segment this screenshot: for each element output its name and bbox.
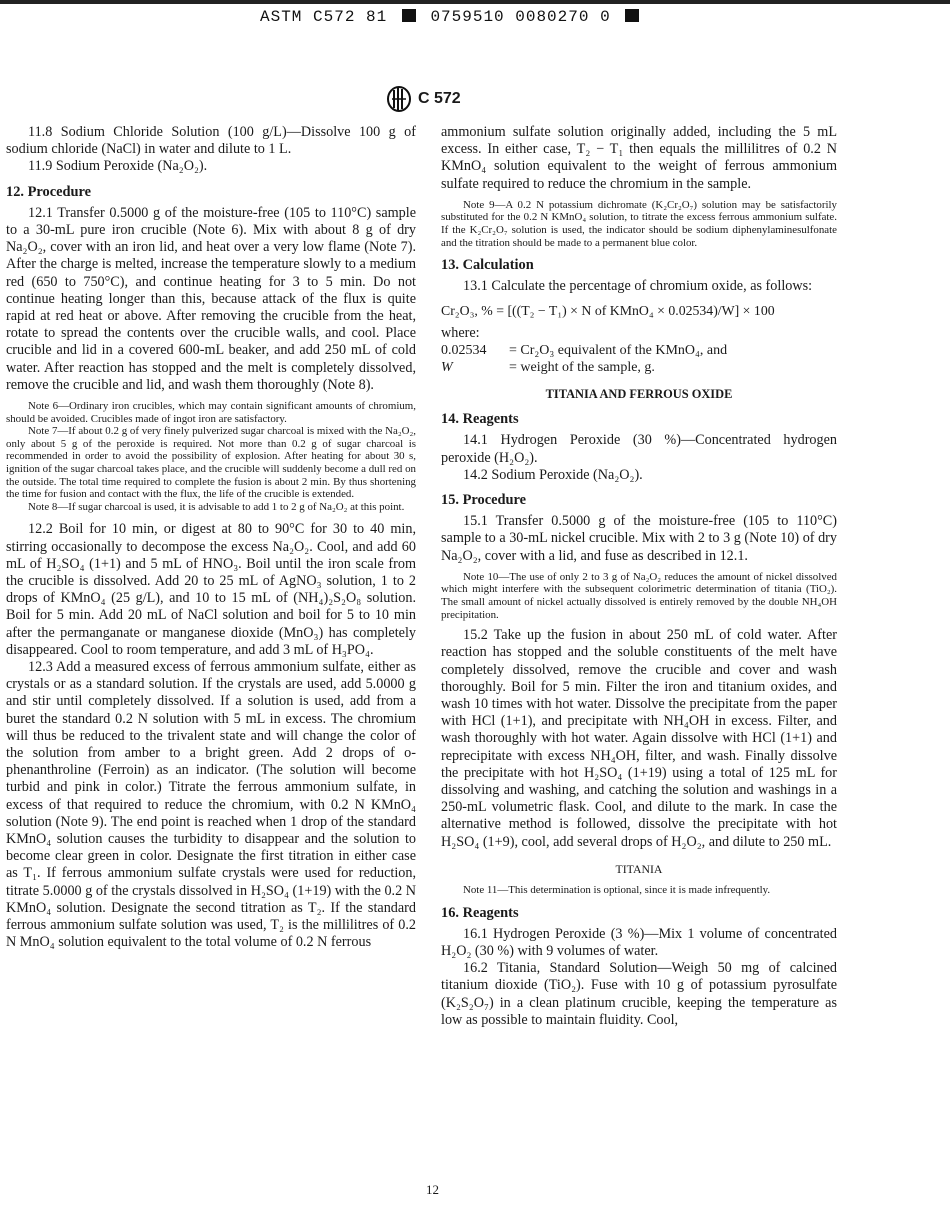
note-10: Note 10—The use of only 2 to 3 g of Na₂O₂ reduces the amount of nickel dissolved which might interfere with the subsequent colorimetric determination of titania (TiO₂). The small amount of nickel actually dissolved is entirely removed by the double NH₄OH precipitation. [441, 570, 837, 621]
heading-12: 12. Procedure [6, 183, 91, 200]
para-12-3: 12.3 Add a measured excess of ferrous ammonium sulfate, either as crystals or as a standard solution. If the crystals are used, add 5.0000 g and stir until completely dissolved. If a solution is used, add from a buret the standard 0.2 N solution with 5 mL in excess. The chromium will thus be reduced to the trivalent state and will change the color of the solution from amber to a bright green. Add 2 drops of o-phenanthroline (Ferroin) as an indicator. (The solution will become turbid and pink in color.) Titrate the ferrous ammonium sulfate, in excess of that required to reduce the chromium, with 0.2 N KMnO₄ solution (Note 9). The end point is reached when 1 drop of the standard KMnO₄ solution causes the turbidity to disappear and the solution to become clear green in color. Designate the first titration in either case as T₁. If ferrous ammonium sulfate crystals were used for reduction, titrate 5.0000 g of the crystals dissolved in H₂SO₄ (1+19) with the 0.2 N KMnO₄ solution. Designate the second titration as T₂. If the standard ferrous ammonium sulfate solution was used, T₂ is the millilitres of 0.2 N MnO₄ solution equivalent to the total volume of 0.2 N ferrous [6, 659, 416, 951]
note-8: Note 8—If sugar charcoal is used, it is advisable to add 1 to 2 g of Na₂O₂ at this point. [28, 500, 405, 513]
para-11-8: 11.8 Sodium Chloride Solution (100 g/L)—Dissolve 100 g of sodium chloride (NaCl) in water and dilute to 1 L. [6, 124, 416, 158]
designation: C 572 [418, 90, 461, 107]
para-12-1: 12.1 Transfer 0.5000 g of the moisture-free (105 to 110°C) sample to a 30-mL pure iron crucible (Note 6). Mix with about 8 g of dry Na₂O₂, cover with an iron lid, and heat over a very low flame (Note 7). After the charge is melted, increase the temperature slowly to a medium red (650 to 750°C), and continue heating for 3 to 5 min. Do not continue heating longer than this, because attack of the flux is quite rapid at red heat or above. After removing the crucible from the heat, rotate to spread the contents over the crucible walls, and cool. Place crucible and lid in a covered 600-mL beaker, and add 250 mL of cold water. After reaction has stopped and the melt is completely dissolved, remove the crucible and lid, and wash them thoroughly (Note 8). [6, 204, 416, 393]
page-number: 12 [426, 1182, 439, 1197]
where-def: = Cr₂O₃ equivalent of the KMnO₄, and [509, 343, 728, 358]
section-title-titania-ferrous: TITANIA AND FERROUS OXIDE [545, 387, 733, 401]
where-def: = weight of the sample, g. [509, 360, 655, 375]
astm-logo [386, 86, 461, 112]
note-11: Note 11—This determination is optional, since it is made infrequently. [463, 884, 771, 897]
heading-13: 13. Calculation [441, 257, 534, 274]
heading-15: 15. Procedure [441, 492, 526, 509]
para-continued: ammonium sulfate solution originally added, including the 5 mL excess. In either case, T₂ − T₁ then equals the millilitres of 0.2 N KMnO₄ solution equivalent to the weight of ferrous ammonium sulfate required to reduce the chromium in the sample. [441, 124, 837, 192]
where-term: W [441, 360, 453, 375]
heading-16: 16. Reagents [441, 904, 519, 921]
para-16-1: 16.1 Hydrogen Peroxide (3 %)—Mix 1 volume of concentrated H₂O₂ (30 %) with 9 volumes of water. [441, 925, 837, 960]
where-label: where: [441, 324, 480, 341]
para-14-1: 14.1 Hydrogen Peroxide (30 %)—Concentrated hydrogen peroxide (H₂O₂). [441, 432, 837, 466]
header-block-mark [402, 9, 416, 22]
right-column [441, 124, 837, 1029]
equation: Cr₂O₃, % = [((T₂ − T₁) × N of KMnO₄ × 0.02534)/W] × 100 [441, 302, 775, 318]
para-15-1: 15.1 Transfer 0.5000 g of the moisture-free (105 to 110°C) sample to a 30-mL nickel crucible. Mix with 2 to 3 g (Note 10) of dry Na₂O₂, cover with a lid, and fuse as described in 12.1. [441, 513, 837, 564]
para-11-9: 11.9 Sodium Peroxide (Na₂O₂). [28, 158, 208, 175]
page-header [260, 8, 643, 26]
section-title-titania: TITANIA [615, 861, 663, 876]
left-column [6, 124, 416, 951]
note-7: Note 7—If about 0.2 g of very finely pulverized sugar charcoal is mixed with the Na₂O₂, only about 5 g of the peroxide is required. Not more than 0.2 g of sugar charcoal is recommended in order to avoid the possibility of explosion. After heating for about 30 s, ignition of the sugar charcoal takes place, and the crucible will suddenly become a dull red on the outside. The total time required to complete the fusion is about 2 min. By thus shortening the time for fusion and contact with the flux, the life of the crucible is extended. [6, 425, 416, 501]
note-9: Note 9—A 0.2 N potassium dichromate (K₂Cr₂O₇) solution may be satisfactorily substituted for the 0.2 N KMnO₄ solution, to titrate the excess ferrous ammonium sulfate. If the K₂Cr₂O₇ solution is used, the indicator should be sodium diphenylaminesulfonate and the titration should be made to a permanent blue color. [441, 198, 837, 249]
top-border [0, 0, 950, 4]
para-12-2: 12.2 Boil for 10 min, or digest at 80 to 90°C for 30 to 40 min, stirring occasionally to decompose the excess Na₂O₂. Cool, and add 60 mL of H₂SO₄ (1+1) and 5 mL of HNO₃. Boil until the iron scale from the crucible is dissolved. Add 20 to 25 mL of AgNO₃ solution, 1 to 2 drops of KMnO₄ (25 g/L), and 10 to 15 mL of (NH₄)₂S₂O₈ solution. Boil for 5 min. Add 20 mL of NaCl solution and boil for 5 to 10 min after the permanganate or manganese dioxide (MnO₃) has completely disappeared. Cool to room temperature, and add 3 mL of H₃PO₄. [6, 521, 416, 658]
header-block-mark [625, 9, 639, 22]
header-right: 0759510 0080270 0 [430, 8, 611, 26]
where-list [441, 342, 837, 376]
para-13-1: 13.1 Calculate the percentage of chromium oxide, as follows: [463, 278, 813, 295]
para-15-2: 15.2 Take up the fusion in about 250 mL of cold water. After reaction has stopped and the soluble constituents of the melt have completely dissolved, remove the crucible and cover and wash thoroughly. Boil for 5 min. Filter the iron and titanium oxides, and wash 10 times with hot water. Dissolve the precipitate from the paper with HCl (1+1), and precipitate with NH₄OH in excess. Filter, and wash thoroughly with hot water. Again dissolve with HCl (1+1) and reprecipitate with excess NH₄OH, filter, and wash. Finally dissolve the precipitate with hot H₂SO₄ (1+19) using a total of 125 mL for dissolving and washing, and catching the solution and washings in a 250-mL volumetric flask. Cool, and dilute to the mark. In case the alternative method is followed, dissolve the precipitate with hot H₂SO₄ (1+9), cool, add several drops of H₂O₂, and dilute to 250 mL. [441, 627, 837, 850]
heading-14: 14. Reagents [441, 411, 519, 428]
note-6: Note 6—Ordinary iron crucibles, which may contain significant amounts of chromium, should be avoided. Crucibles made of ingot iron are satisfactory. [6, 400, 416, 425]
para-16-2: 16.2 Titania, Standard Solution—Weigh 50 mg of calcined titanium dioxide (TiO₂). Fuse with 10 g of potassium pyrosulfate (K₂S₂O₇) in a clean platinum crucible, keeping the temperature as low as possible to maintain fluidity. Cool, [441, 960, 837, 1028]
astm-logo-icon [386, 86, 412, 112]
header-left: ASTM C572 81 [260, 8, 388, 26]
where-term: 0.02534 [441, 343, 487, 358]
para-14-2: 14.2 Sodium Peroxide (Na₂O₂). [463, 466, 643, 483]
